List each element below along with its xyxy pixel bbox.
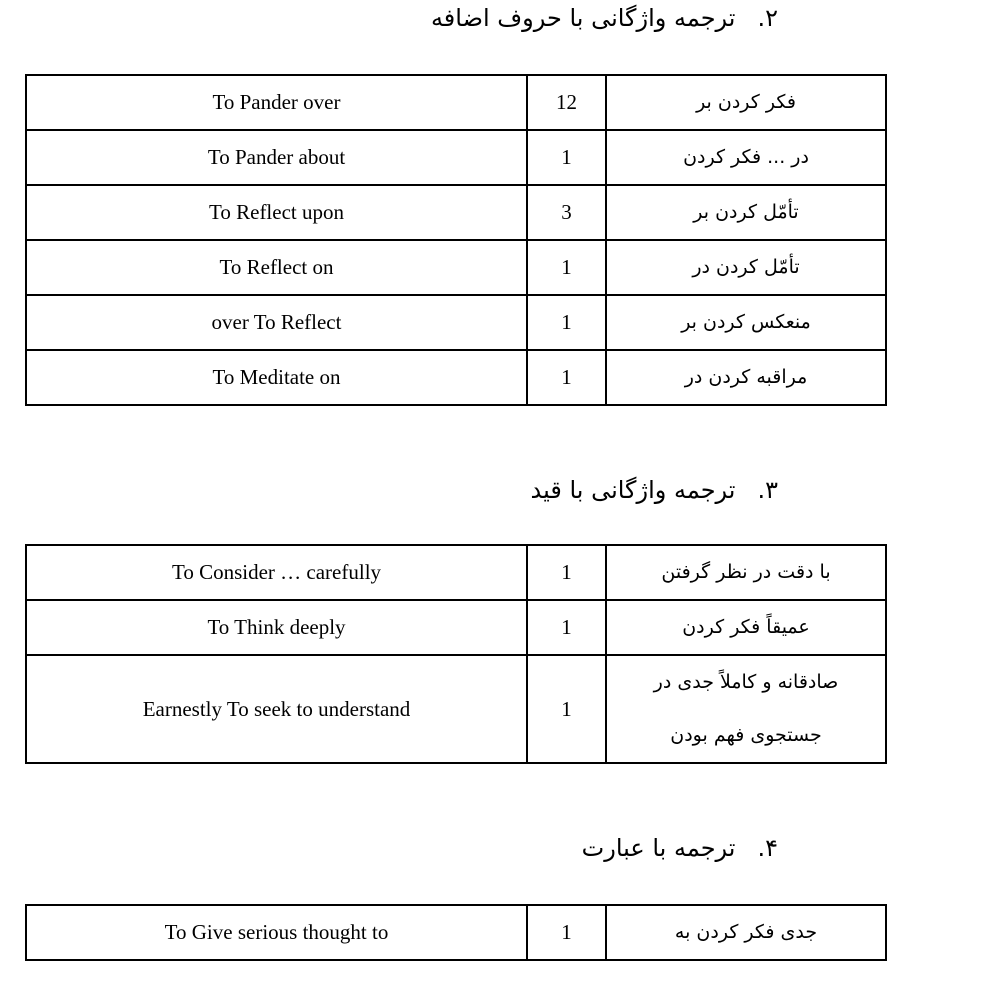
section-heading-4 [582, 834, 778, 862]
persian-cell: تأمّل کردن بر [606, 185, 886, 240]
count-cell: 1 [527, 130, 606, 185]
count-cell: 1 [527, 600, 606, 655]
english-cell: To Reflect upon [26, 185, 527, 240]
english-cell: Earnestly To seek to understand [26, 655, 527, 763]
section-title: ترجمه واژگانی با حروف اضافه [430, 4, 736, 32]
persian-cell: در ... فکر کردن [606, 130, 886, 185]
english-cell: To Meditate on [26, 350, 527, 405]
section-number: ۴. [757, 834, 778, 862]
section-title: ترجمه واژگانی با قید [530, 476, 736, 504]
section-title: ترجمه با عبارت [581, 834, 736, 862]
persian-cell: عمیقاً فکر کردن [606, 600, 886, 655]
english-cell: To Pander about [26, 130, 527, 185]
count-cell: 1 [527, 655, 606, 763]
persian-cell: جدی فکر کردن به [606, 905, 886, 960]
section-number: ۳. [757, 476, 778, 504]
english-cell: To Think deeply [26, 600, 527, 655]
persian-cell: فکر کردن بر [606, 75, 886, 130]
table-row [26, 295, 886, 350]
table-row [26, 350, 886, 405]
english-cell: over To Reflect [26, 295, 527, 350]
english-cell: To Give serious thought to [26, 905, 527, 960]
phrase-translation-table [25, 904, 887, 961]
persian-cell: صادقانه و کاملاً جدی در جستجوی فهم بودن [606, 655, 886, 763]
table-row [26, 130, 886, 185]
adverb-translation-table [25, 544, 887, 764]
count-cell: 1 [527, 240, 606, 295]
section-heading-3 [531, 476, 779, 504]
count-cell: 1 [527, 545, 606, 600]
english-cell: To Consider … carefully [26, 545, 527, 600]
section-number: ۲. [757, 4, 778, 32]
table-row [26, 240, 886, 295]
table-row [26, 600, 886, 655]
prepositional-translation-table [25, 74, 887, 406]
count-cell: 3 [527, 185, 606, 240]
table-row [26, 185, 886, 240]
table-row [26, 545, 886, 600]
english-cell: To Reflect on [26, 240, 527, 295]
count-cell: 12 [527, 75, 606, 130]
persian-cell: مراقبه کردن در [606, 350, 886, 405]
english-cell: To Pander over [26, 75, 527, 130]
persian-cell: تأمّل کردن در [606, 240, 886, 295]
count-cell: 1 [527, 905, 606, 960]
count-cell: 1 [527, 295, 606, 350]
section-heading-2 [431, 4, 778, 32]
persian-cell: منعکس کردن بر [606, 295, 886, 350]
count-cell: 1 [527, 350, 606, 405]
table-row [26, 655, 886, 763]
persian-cell: با دقت در نظر گرفتن [606, 545, 886, 600]
table-row [26, 75, 886, 130]
table-row [26, 905, 886, 960]
